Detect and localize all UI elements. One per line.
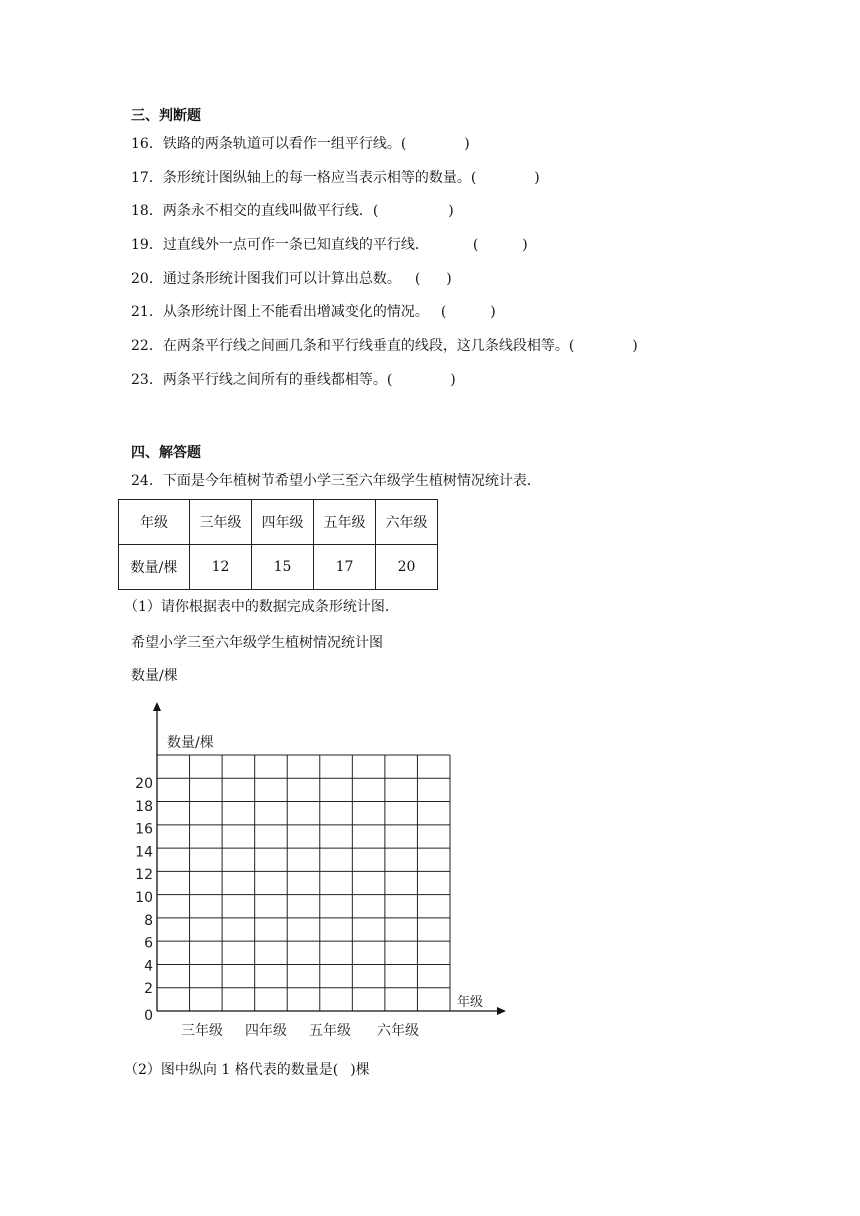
table-cell: 年级 (119, 500, 190, 545)
question-22 (131, 336, 638, 356)
part-2-suffix: )棵 (350, 1062, 370, 1078)
y-tick-label: 18 (135, 798, 153, 815)
y-tick-label: 6 (144, 935, 153, 952)
question-17-close: ) (534, 170, 540, 186)
question-21-open: ( (440, 304, 447, 320)
question-22-close: ) (632, 338, 638, 354)
x-tick-label: 三年级 (181, 1023, 223, 1039)
question-21-close: ) (490, 304, 496, 320)
table-cell: 四年级 (252, 500, 314, 545)
question-21 (131, 302, 496, 322)
y-tick-label: 14 (135, 844, 153, 861)
question-18-text: 18．两条永不相交的直线叫做平行线．( (131, 203, 379, 219)
part-2-question (124, 1060, 370, 1080)
question-23-close: ) (450, 372, 456, 388)
question-20 (131, 269, 452, 289)
question-23 (131, 370, 456, 390)
y-axis-title: 数量/棵 (167, 735, 214, 751)
y-tick-label: 16 (135, 821, 153, 838)
data-table (118, 499, 438, 590)
x-axis-title: 年级 (457, 995, 484, 1010)
question-20-text: 20．通过条形统计图我们可以计算出总数。 (131, 271, 401, 287)
y-tick-label: 2 (144, 981, 153, 998)
table-cell: 17 (314, 545, 376, 590)
section4-heading: 四、解答题 (131, 445, 201, 461)
question-16-close: ) (464, 136, 470, 152)
table-cell: 20 (376, 545, 438, 590)
part-2-prefix: （2）图中纵向 1 格代表的数量是( (124, 1062, 339, 1078)
question-19 (131, 235, 528, 255)
x-tick-label: 五年级 (309, 1023, 351, 1039)
y-tick-label: 20 (135, 776, 153, 792)
question-16 (131, 134, 470, 154)
question-21-text: 21．从条形统计图上不能看出增减变化的情况。 (131, 304, 429, 320)
chart-unit-label: 数量/棵 (131, 668, 178, 684)
table-row (119, 545, 438, 590)
question-19-close: ) (522, 237, 528, 253)
table-cell: 数量/棵 (119, 545, 190, 590)
question-17-text: 17．条形统计图纵轴上的每一格应当表示相等的数量。( (131, 170, 477, 186)
question-22-text: 22．在两条平行线之间画几条和平行线垂直的线段，这几条线段相等。( (131, 338, 575, 354)
y-tick-label: 12 (135, 867, 153, 884)
question-20-close: ) (446, 271, 452, 287)
y-tick-label: 10 (135, 890, 153, 906)
table-header-row (119, 500, 438, 545)
question-16-text: 16．铁路的两条轨道可以看作一组平行线。( (131, 136, 407, 152)
y-tick-label: 0 (144, 1008, 153, 1024)
question-20-open: ( (414, 271, 421, 287)
question-23-text: 23．两条平行线之间所有的垂线都相等。( (131, 372, 393, 388)
x-tick-label: 四年级 (245, 1023, 287, 1039)
x-tick-label: 六年级 (377, 1023, 419, 1039)
question-18 (131, 201, 454, 221)
question-19-open: ( (472, 237, 479, 253)
y-axis-arrow (153, 702, 161, 711)
table-cell: 五年级 (314, 500, 376, 545)
y-tick-label: 4 (144, 958, 153, 975)
bar-chart[interactable] (120, 698, 520, 1048)
table-cell: 15 (252, 545, 314, 590)
section3-heading: 三、判断题 (131, 108, 201, 124)
question-24-intro: 24．下面是今年植树节希望小学三至六年级学生植树情况统计表． (131, 473, 541, 489)
table-cell: 三年级 (190, 500, 252, 545)
chart-caption: 希望小学三至六年级学生植树情况统计图 (131, 635, 383, 651)
table-cell: 六年级 (376, 500, 438, 545)
question-19-text: 19．过直线外一点可作一条已知直线的平行线． (131, 237, 429, 253)
x-axis-arrow (497, 1007, 506, 1015)
question-18-close: ) (448, 203, 454, 219)
question-17 (131, 168, 540, 188)
y-tick-label: 8 (144, 912, 153, 929)
part-1-instruction: （1）请你根据表中的数据完成条形统计图. (124, 599, 390, 615)
table-cell: 12 (190, 545, 252, 590)
